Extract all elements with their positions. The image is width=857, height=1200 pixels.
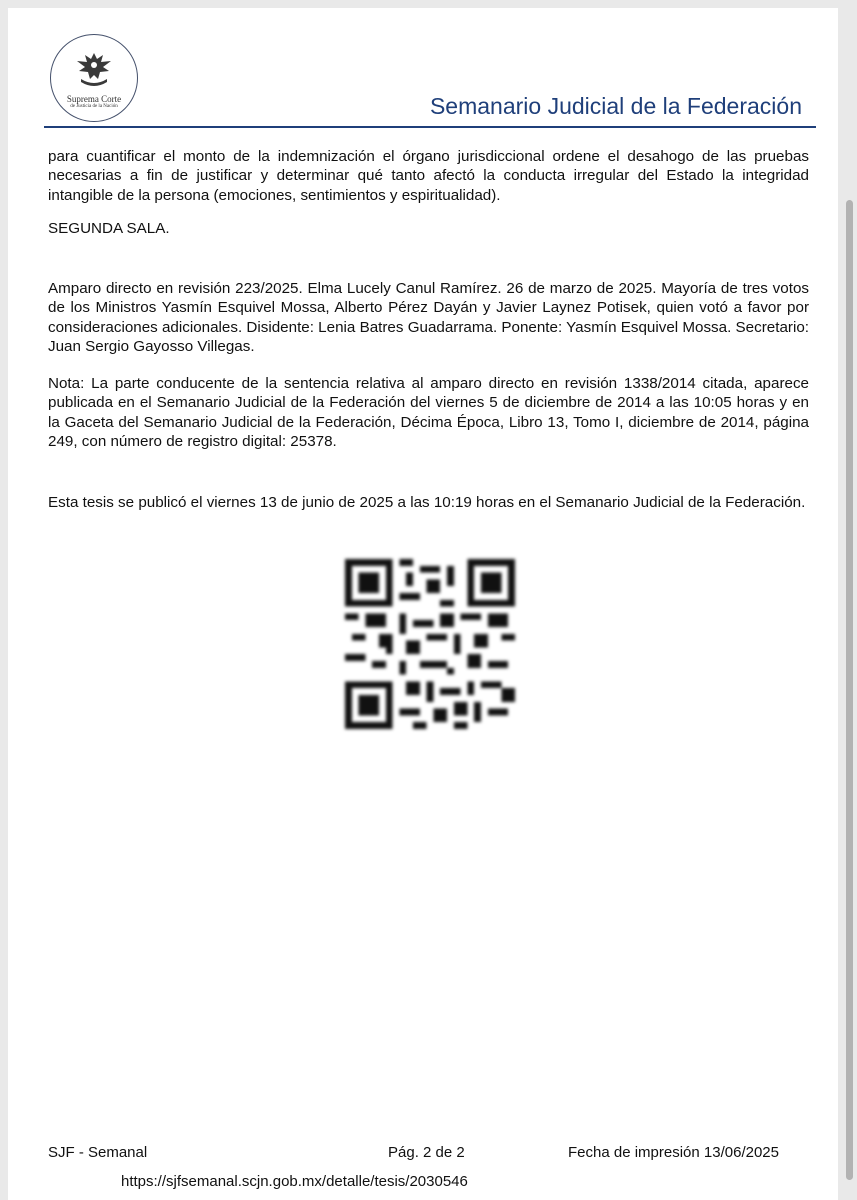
footer-print-date: Fecha de impresión 13/06/2025: [568, 1144, 779, 1161]
paragraph-nota: Nota: La parte conducente de la sentencia relativa al amparo directo en revisión 1338/2014 citada, aparece publicada en el Semanario Judicial de la Federación del viernes 5 de diciembre de 2014 a las 10:05 horas y en la Gaceta del Semanario Judicial de la Federación, Décima Época, Libro 13, Tomo I, diciembre de 2014, página 249, con número de registro digital: 25378.: [48, 375, 809, 450]
vertical-scrollbar[interactable]: [846, 200, 853, 1180]
supreme-court-logo: [50, 34, 138, 122]
footer-url[interactable]: https://sjfsemanal.scjn.gob.mx/detalle/tesis/2030546: [121, 1173, 468, 1190]
logo-text-main: Suprema Corte: [66, 94, 122, 104]
logo-text-sub: de Justicia de la Nación: [70, 104, 118, 109]
footer-page-number: Pág. 2 de 2: [388, 1144, 465, 1161]
header-divider: [44, 126, 816, 128]
paragraph-indemnizacion: para cuantificar el monto de la indemnización el órgano jurisdiccional ordene el desahogo de las pruebas necesarias a fin de justificar y determinar qué tanto afectó la conducta irregular del Estado la integridad intangible de la persona (emociones, sentimientos y espiritualidad).: [48, 148, 809, 204]
eagle-emblem-icon: [73, 49, 115, 93]
paragraph-sala: SEGUNDA SALA.: [48, 220, 170, 237]
paragraph-amparo: Amparo directo en revisión 223/2025. Elma Lucely Canul Ramírez. 26 de marzo de 2025. Mayoría de tres votos de los Ministros Yasmín Esquivel Mossa, Alberto Pérez Dayán y Javier Laynez Potisek, quien votó a favor por consideraciones adicionales. Disidente: Lenia Batres Guadarrama. Ponente: Yasmín Esquivel Mossa. Secretario: Juan Sergio Gayosso Villegas.: [48, 280, 809, 355]
document-page: [8, 8, 838, 1200]
footer-source: SJF - Semanal: [48, 1144, 148, 1161]
header-title: Semanario Judicial de la Federación: [429, 93, 802, 119]
qr-code-icon: [345, 559, 515, 729]
paragraph-publicacion: Esta tesis se publicó el viernes 13 de junio de 2025 a las 10:19 horas en el Semanario Judicial de la Federación.: [48, 494, 806, 511]
